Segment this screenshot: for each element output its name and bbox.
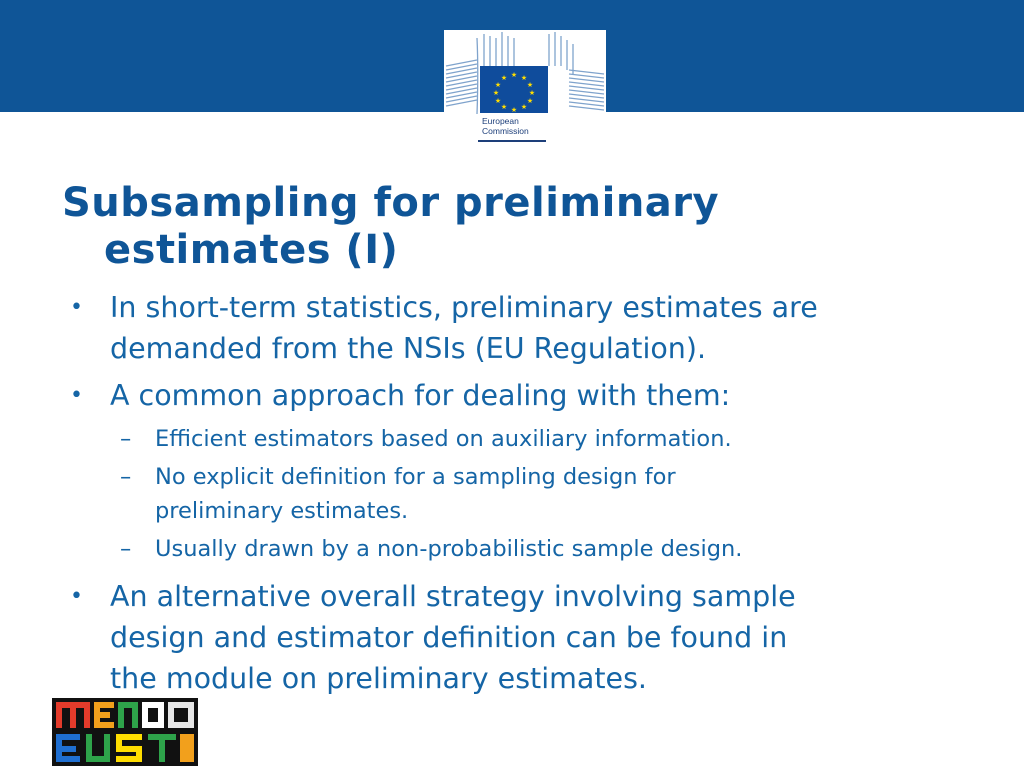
svg-text:★: ★ xyxy=(510,71,518,79)
svg-text:★: ★ xyxy=(500,74,508,82)
svg-text:★: ★ xyxy=(500,103,508,111)
slide-title-line2: estimates (I) xyxy=(104,227,399,273)
memobust-logo xyxy=(52,698,198,766)
slide-body xyxy=(70,287,1000,705)
logo-caption-line1: European xyxy=(482,116,519,126)
bullet-text-line: A common approach for dealing with them: xyxy=(110,379,731,412)
sub-bullet-item xyxy=(70,422,1000,456)
svg-text:★: ★ xyxy=(526,97,534,105)
dash-marker: – xyxy=(120,426,132,452)
bullet-item xyxy=(70,287,1000,369)
dash-marker: – xyxy=(120,536,132,562)
svg-text:★: ★ xyxy=(510,106,518,114)
sub-bullet-item xyxy=(70,532,1000,566)
sub-bullet-text-line: Efficient estimators based on auxiliary information. xyxy=(155,426,732,452)
logo-underline xyxy=(478,140,546,142)
bullet-item xyxy=(70,576,1000,699)
sub-bullet-item xyxy=(70,460,1000,528)
bullet-text-line: the module on preliminary estimates. xyxy=(110,662,647,695)
slide-title-line1: Subsampling for preliminary xyxy=(62,180,720,226)
bullet-text-line: demanded from the NSIs (EU Regulation). xyxy=(110,332,707,365)
svg-text:★: ★ xyxy=(528,89,536,97)
memobust-logo-icon xyxy=(52,698,198,766)
svg-text:★: ★ xyxy=(526,81,534,89)
svg-text:★: ★ xyxy=(494,81,502,89)
slide-title xyxy=(62,180,882,274)
svg-text:★: ★ xyxy=(520,103,528,111)
sub-bullet-text-line: Usually drawn by a non-probabilistic sample design. xyxy=(155,536,743,562)
bullet-marker: • xyxy=(70,584,83,609)
logo-caption xyxy=(482,116,529,136)
sub-bullet-text-line: No explicit definition for a sampling design for xyxy=(155,464,676,490)
bullet-item xyxy=(70,375,1000,416)
bullet-text-line: design and estimator definition can be found in xyxy=(110,621,788,654)
svg-text:★: ★ xyxy=(494,97,502,105)
svg-text:★: ★ xyxy=(520,74,528,82)
bullet-marker: • xyxy=(70,383,83,408)
svg-text:★: ★ xyxy=(492,89,500,97)
dash-marker: – xyxy=(120,464,132,490)
bullet-marker: • xyxy=(70,295,83,320)
logo-caption-line2: Commission xyxy=(482,126,529,136)
sub-bullet-text-line: preliminary estimates. xyxy=(155,498,409,524)
bullet-text-line: An alternative overall strategy involving sample xyxy=(110,580,796,613)
bullet-text-line: In short-term statistics, preliminary estimates are xyxy=(110,291,818,324)
